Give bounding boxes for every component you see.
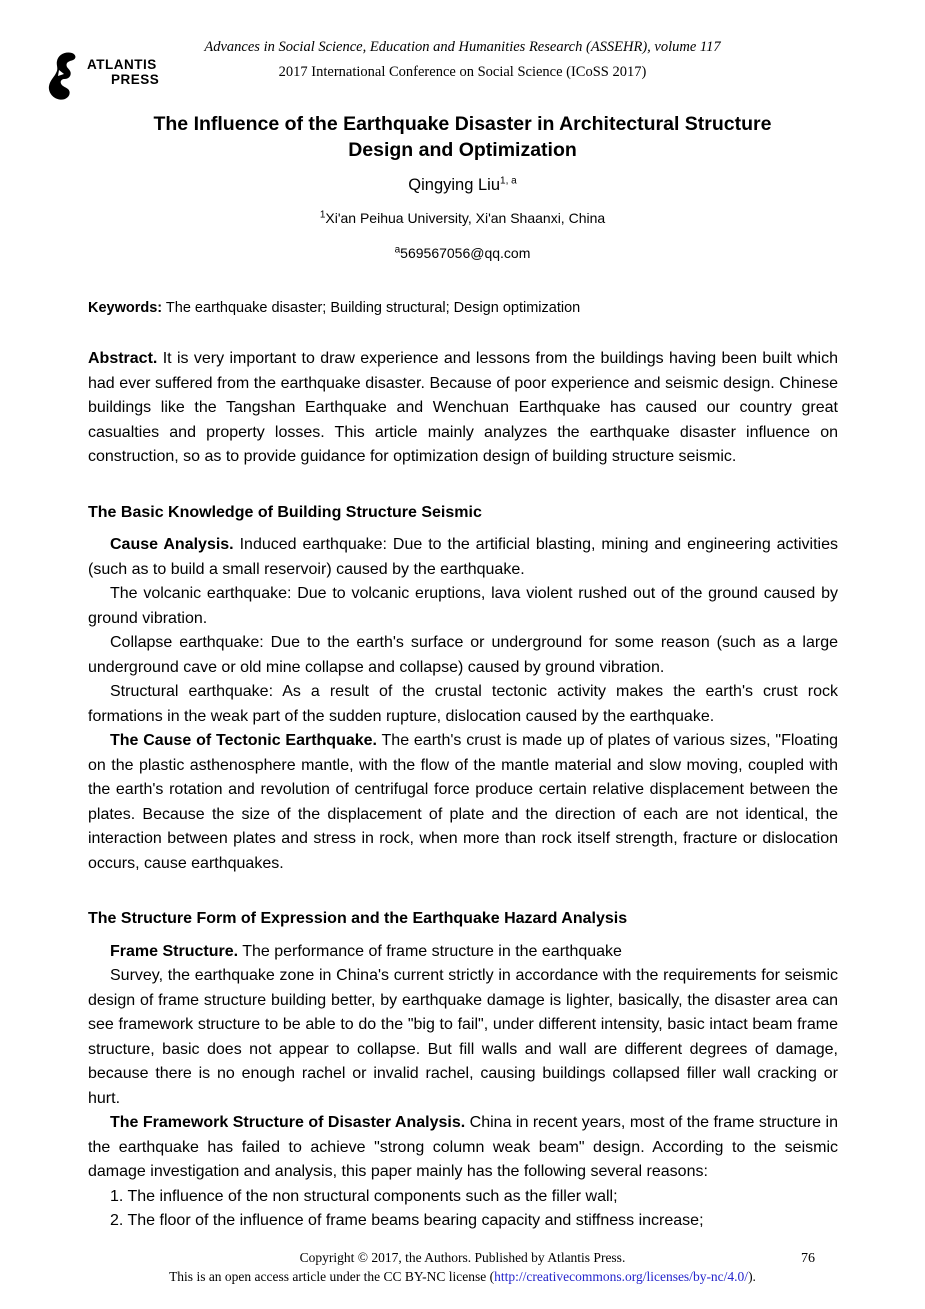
section-heading-basic-knowledge: The Basic Knowledge of Building Structure Seismic	[88, 503, 482, 521]
paper-title-line1: The Influence of the Earthquake Disaster in Architectural Structure	[153, 113, 772, 135]
paragraph-frame-structure	[88, 940, 838, 965]
paragraph-text: The performance of frame structure in the earthquake	[242, 942, 622, 960]
paragraph-lead: The Framework Structure of Disaster Analysis.	[110, 1114, 466, 1131]
paragraph-cause-analysis	[88, 533, 838, 582]
keywords-label: Keywords:	[88, 300, 163, 316]
keywords-line	[88, 299, 838, 318]
paragraph-volcanic	[88, 582, 838, 631]
license-prefix: This is an open access article under the CC BY-NC license (	[169, 1269, 495, 1284]
list-item-text: 2. The floor of the influence of frame beams bearing capacity and stiffness increase;	[110, 1212, 704, 1229]
list-item-text: 1. The influence of the non structural components such as the filler wall;	[110, 1187, 618, 1205]
abstract-paragraph	[88, 347, 838, 470]
author-name: Qingying Liu	[408, 176, 501, 194]
list-item-2	[88, 1209, 838, 1234]
journal-header-line: Advances in Social Science, Education and Humanities Research (ASSEHR), volume 117	[204, 39, 721, 55]
author-superscript: 1, a	[500, 175, 517, 187]
paragraph-text: Induced earthquake: Due to the artificial blasting, mining and engineering activities (such as to build a small reservoir) caused by the earthquake.	[88, 536, 839, 578]
atlantis-figure-icon	[45, 52, 83, 102]
paragraph-text: Structural earthquake: As a result of the crustal tectonic activity makes the earth's crust rock formations in the weak part of the sudden rupture, dislocation caused by the earthquake.	[88, 683, 838, 725]
license-link[interactable]: http://creativecommons.org/licenses/by-nc/4.0/	[494, 1269, 749, 1284]
paragraph-text: Survey, the earthquake zone in China's current strictly in accordance with the requirements for seismic design of frame structure building better, by earthquake damage is lighter, basically, the disaster area can see framework structure to be able to do the "big to fail", under different intensity, basic intact beam frame structure, basic does not appear to collapse. But fill walls and wall are different degrees of damage, because there is no enough rachel or invalid rachel, causing buildings collapsed filler wall cracking or hurt.	[88, 967, 838, 1107]
author-line	[0, 174, 925, 196]
body-column	[88, 299, 838, 1234]
page-number: 76	[801, 1251, 815, 1266]
paper-title-line2: Design and Optimization	[348, 139, 577, 161]
abstract-label: Abstract.	[88, 350, 158, 367]
paragraph-lead: The Cause of Tectonic Earthquake.	[110, 732, 377, 749]
paragraph-text: The volcanic earthquake: Due to volcanic eruptions, lava violent rushed out of the ground caused by ground vibration.	[88, 585, 838, 627]
abstract-text: It is very important to draw experience and lessons from the buildings having been built which had ever suffered from the earthquake disaster. Because of poor experience and seismic design. Chinese buildings like the Tangshan Earthquake and Wenchuan Earthquake has caused our country great casualties and property losses. This article mainly analyzes the earthquake disaster influence on construction, so as to provide guidance for optimization design of building structure seismic.	[88, 350, 838, 465]
keywords-text: The earthquake disaster; Building structural; Design optimization	[165, 300, 581, 316]
email-line	[0, 244, 925, 262]
license-line	[0, 1267, 925, 1286]
affiliation-superscript: 1	[319, 209, 326, 221]
atlantis-press-wordmark	[87, 57, 159, 87]
affiliation-line	[0, 209, 925, 227]
conference-header-line: 2017 International Conference on Social Science (ICoSS 2017)	[278, 64, 647, 80]
paragraph-tectonic-cause	[88, 729, 838, 876]
paragraph-lead: Cause Analysis.	[110, 536, 234, 553]
paragraph-framework-disaster-analysis	[88, 1111, 838, 1185]
section-heading-structure-form: The Structure Form of Expression and the Earthquake Hazard Analysis	[88, 910, 628, 927]
paragraph-collapse	[88, 631, 838, 680]
paper-title	[88, 111, 837, 163]
footer	[0, 1248, 925, 1286]
email-superscript: a	[394, 244, 401, 256]
logo-word-atlantis: ATLANTIS	[87, 57, 157, 72]
license-suffix: ).	[748, 1269, 756, 1284]
atlantis-press-logo	[45, 52, 159, 102]
paragraph-text: The earth's crust is made up of plates of various sizes, "Floating on the plastic asthenosphere mantle, with the flow of the mantle material and slow moving, coupled with the earth's rotation and revolution of centrifugal force produce certain relative displacement between the plates. Because the size of the displacement of plate and the direction of each are not identical, the interaction between plates and stress in rock, when more than rock itself strength, fracture or dislocation occurs, cause earthquakes.	[88, 732, 839, 872]
paragraph-text: China in recent years, most of the frame structure in the earthquake has failed to achieve "strong column weak beam" design. According to the seismic damage investigation and analysis, this paper mainly has the following several reasons:	[88, 1114, 839, 1180]
logo-word-press: PRESS	[111, 72, 160, 87]
copyright-line: Copyright © 2017, the Authors. Published by Atlantis Press.	[299, 1250, 626, 1265]
paragraph-text: Collapse earthquake: Due to the earth's surface or underground for some reason (such as a large underground cave or old mine collapse and collapse) caused by ground vibration.	[88, 634, 838, 676]
paragraph-lead: Frame Structure.	[110, 942, 239, 960]
paragraph-structural	[88, 680, 838, 729]
affiliation-text: Xi'an Peihua University, Xi'an Shaanxi, China	[325, 210, 606, 226]
list-item-1	[88, 1185, 838, 1210]
paragraph-survey	[88, 964, 838, 1111]
email-text: 569567056@qq.com	[400, 245, 531, 261]
